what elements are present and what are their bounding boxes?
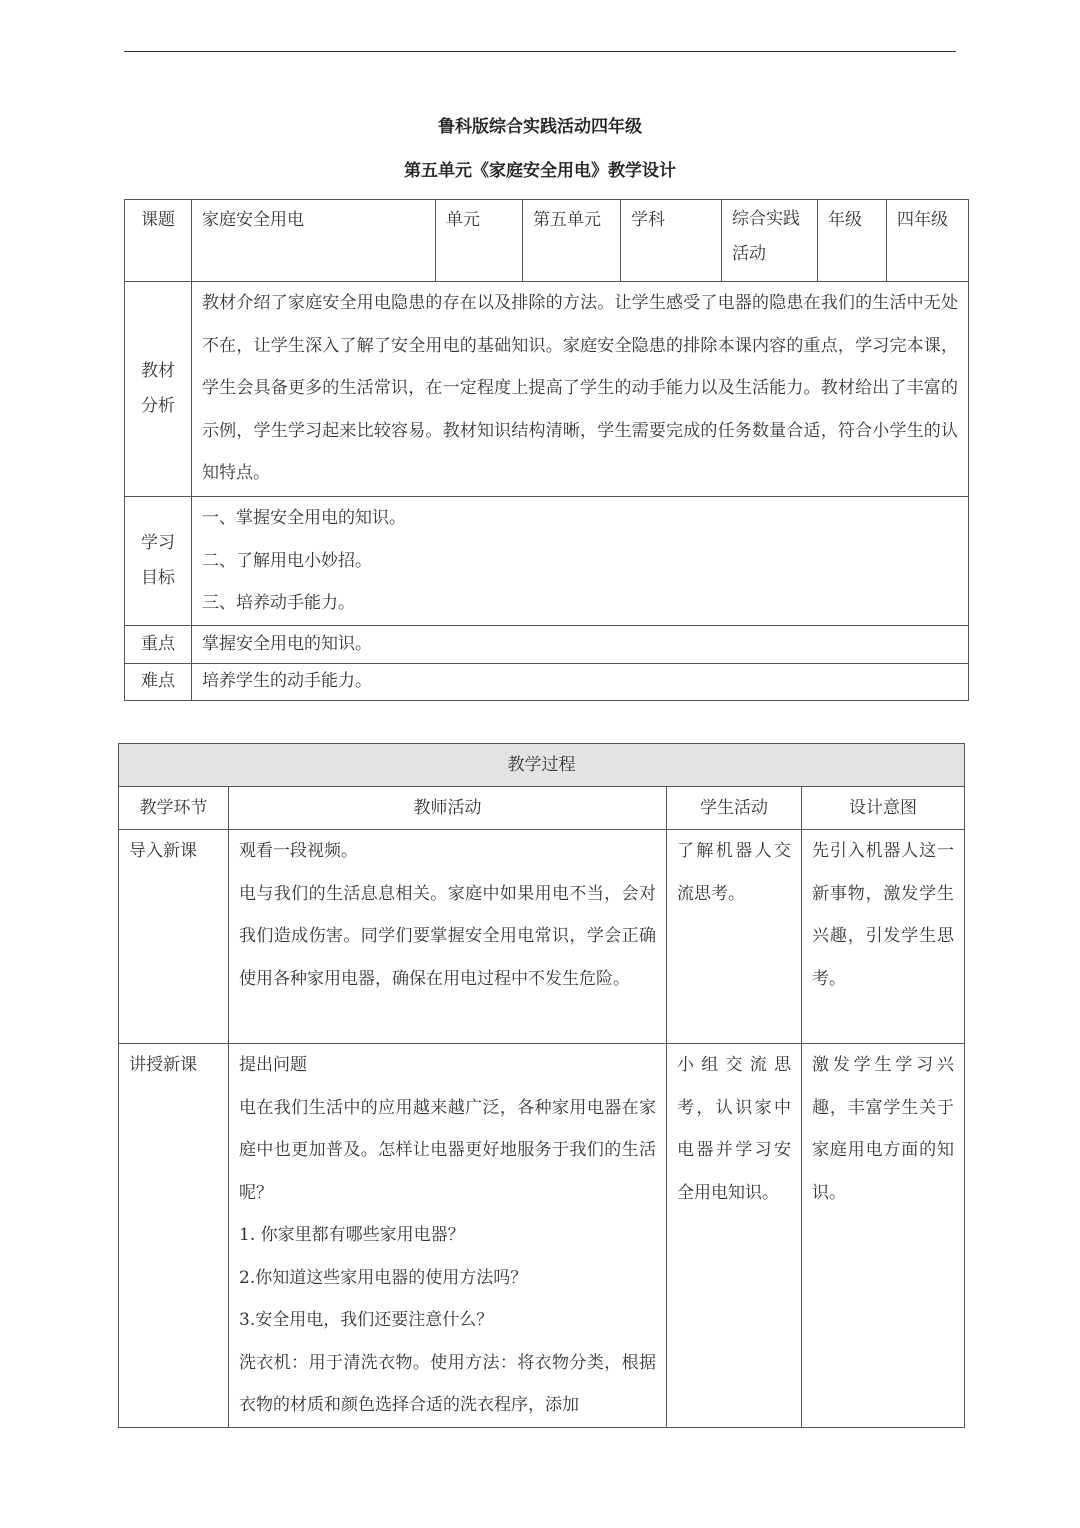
teacher-line: 洗衣机：用于清洗衣物。使用方法：将衣物分类，根据衣物的材质和颜色选择合适的洗衣程序，添加 — [239, 1352, 656, 1415]
goal-item: 三、培养动手能力。 — [202, 593, 355, 613]
document-subtitle: 第五单元《家庭安全用电》教学设计 — [404, 161, 676, 181]
teacher-cell — [229, 1044, 667, 1428]
teacher-cell — [229, 830, 667, 1044]
stage-cell: 讲授新课 — [119, 1044, 229, 1428]
difficulty-label: 难点 — [125, 663, 192, 700]
difficulty-value: 培养学生的动手能力。 — [192, 663, 969, 700]
student-cell: 了解机器人交流思考。 — [667, 830, 802, 1044]
col-header-intent: 设计意图 — [802, 787, 965, 830]
key-point-label: 重点 — [125, 625, 192, 663]
student-cell: 小组交流思考，认识家中电器并学习安全用电知识。 — [667, 1044, 802, 1428]
teacher-line: 观看一段视频。 — [239, 841, 358, 861]
document-title: 鲁科版综合实践活动四年级 — [438, 117, 642, 137]
table-row — [119, 830, 965, 1044]
intent-cell: 激发学生学习兴趣，丰富学生关于家庭用电方面的知识。 — [802, 1044, 965, 1428]
teacher-line: 电与我们的生活息息相关。家庭中如果用电不当，会对我们造成伤害。同学们要掌握安全用电常识，学会正确使用各种家用电器，确保在用电过程中不发生危险。 — [239, 883, 656, 989]
col-header-student: 学生活动 — [667, 787, 802, 830]
table-row — [119, 1044, 965, 1428]
col-header-teacher: 教师活动 — [229, 787, 667, 830]
subject-label: 学科 — [621, 200, 722, 282]
top-rule — [124, 51, 956, 52]
unit-label: 单元 — [436, 200, 523, 282]
goal-item: 二、了解用电小妙招。 — [202, 550, 372, 571]
process-title: 教学过程 — [119, 744, 965, 787]
goals-label: 学习目标 — [125, 497, 192, 626]
teacher-line: 3.安全用电，我们还要注意什么？ — [239, 1310, 494, 1330]
goals-list — [192, 497, 969, 626]
teacher-line: 1. 你家里都有哪些家用电器？ — [239, 1225, 465, 1245]
topic-label: 课题 — [125, 200, 192, 282]
teaching-process-table — [118, 743, 965, 1428]
intent-cell: 先引入机器人这一新事物，激发学生兴趣，引发学生思考。 — [802, 830, 965, 1044]
analysis-text: 教材介绍了家庭安全用电隐患的存在以及排除的方法。让学生感受了电器的隐患在我们的生活中无处不在，让学生深入了解了安全用电的基础知识。家庭安全隐患的排除本课内容的重点，学习完本课，学生会具备更多的生活常识，在一定程度上提高了学生的动手能力以及生活能力。教材给出了丰富的示例，学生学习起来比较容易。教材知识结构清晰，学生需要完成的任务数量合适，符合小学生的认知特点。 — [192, 282, 969, 497]
col-header-stage: 教学环节 — [119, 787, 229, 830]
teacher-line: 提出问题 — [239, 1055, 307, 1075]
goal-item: 一、掌握安全用电的知识。 — [202, 508, 406, 528]
topic-value: 家庭安全用电 — [192, 200, 436, 282]
stage-cell: 导入新课 — [119, 830, 229, 1044]
subject-value: 综合实践活动 — [722, 200, 818, 282]
lesson-info-table — [124, 199, 969, 701]
analysis-label: 教材分析 — [125, 282, 192, 497]
grade-label: 年级 — [818, 200, 887, 282]
teacher-line: 电在我们生活中的应用越来越广泛，各种家用电器在家庭中也更加普及。怎样让电器更好地服务于我们的生活呢？ — [239, 1097, 656, 1203]
grade-value: 四年级 — [887, 200, 969, 282]
key-point-value: 掌握安全用电的知识。 — [192, 625, 969, 663]
unit-value: 第五单元 — [523, 200, 621, 282]
teacher-line: 2.你知道这些家用电器的使用方法吗？ — [239, 1267, 528, 1288]
